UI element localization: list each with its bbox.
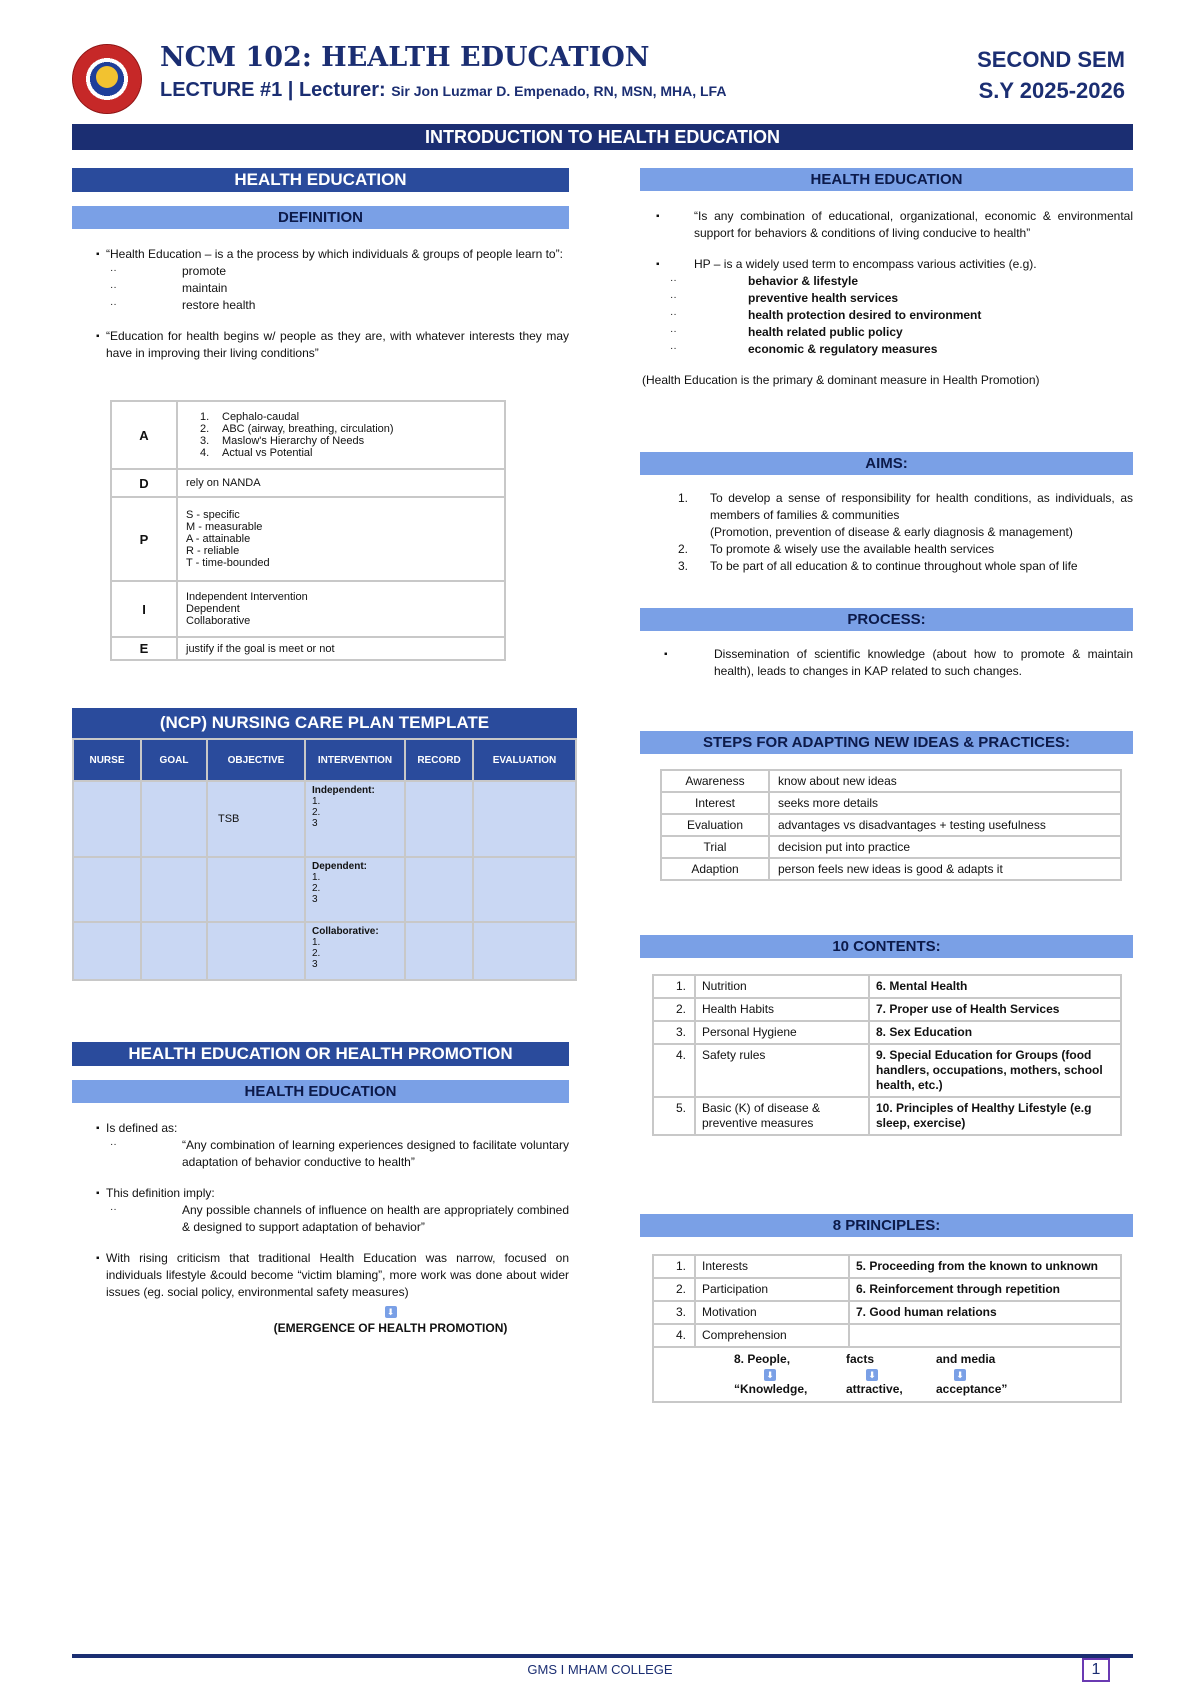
principle-item: 6. Reinforcement through repetition (849, 1278, 1121, 1301)
ncp-header: OBJECTIVE (207, 739, 305, 781)
ncp-independent: Independent: (312, 785, 375, 796)
contents-table: 1. Nutrition 6. Mental Health 2. Health Habits 7. Proper use of Health Services 3. Personal Hygiene 8. Sex Education 4. Safety rules 9. Special Education for Groups (food handlers, occupations, mothers, school health, etc.) 5. Basic (K) of disease & preventive measures 10. Principles of Healthy Lifestyle (e.g sleep, exercise) (652, 974, 1122, 1136)
footer-school: GMS I MHAM COLLEGE (527, 1662, 673, 1677)
adpie-i-item: Dependent (186, 603, 240, 615)
down-arrow-icon: ⬇ (954, 1369, 966, 1381)
hp-subitem: health protection desired to environment (748, 308, 982, 322)
principle-item: 7. Good human relations (849, 1301, 1121, 1324)
footer-line (72, 1654, 1133, 1658)
promo-item: ▪ This definition imply: (72, 1185, 569, 1202)
hp-note: (Health Education is the primary & dominant measure in Health Promotion) (642, 373, 1040, 387)
definition-list (72, 246, 569, 362)
adpie-p-item: S - specific (186, 509, 240, 521)
right-health-education-bar: HEALTH EDUCATION (640, 168, 1133, 191)
aims-item: 3. To be part of all education & to continue throughout whole span of life (678, 559, 1078, 573)
hp-definition: “Is any combination of educational, organizational, economic & environmental support for behaviors & conditions of living conducive to health” (694, 209, 1133, 240)
adpie-p-item: A - attainable (186, 533, 251, 545)
hp-subitem: economic & regulatory measures (748, 342, 938, 356)
adpie-p-item: R - reliable (186, 545, 240, 557)
step-key: Adaption (661, 858, 769, 880)
step-value: person feels new ideas is good & adapts it (769, 858, 1121, 880)
down-arrow-icon: ⬇ (764, 1369, 776, 1381)
ncp-tsb: TSB (207, 781, 305, 857)
content-item: Health Habits (695, 998, 869, 1021)
school-year: S.Y 2025-2026 (978, 78, 1125, 103)
ncp-dependent: Dependent: (312, 861, 367, 872)
step-key: Trial (661, 836, 769, 858)
principles-table: 1. Interests 5. Proceeding from the known to unknown 2. Participation 6. Reinforcement through repetition 3. Motivation 7. Good human relations 4. Comprehension 8. People, facts and media ⬇ ⬇ ⬇ “Knowledge, attractive, acceptance” (652, 1254, 1122, 1403)
content-item: Nutrition (695, 975, 869, 998)
ncp-title: (NCP) NURSING CARE PLAN TEMPLATE (72, 708, 577, 738)
page-number: 1 (1082, 1658, 1110, 1682)
step-value: seeks more details (769, 792, 1121, 814)
definition-item: ▪ “Education for health begins w/ people as they are, with whatever interests they may have in improving their living conditions” (72, 328, 569, 362)
aims-item: 2. To promote & wisely use the available health services (678, 542, 995, 556)
adpie-table: A 1. Cephalo-caudal 2. ABC (airway, breathing, circulation) 3. Maslow's Hierarchy of Needs 4. Actual vs Potential D rely on NANDA P S - specific M - measurable A - attainable R - reliable T - time-bounded I Independent Intervention Dependent Collaborative E justify if the goal is meet or not (110, 400, 506, 661)
subitem: restore health (182, 298, 256, 312)
principle-item: 5. Proceeding from the known to unknown (849, 1255, 1121, 1278)
content-item: Safety rules (695, 1044, 869, 1097)
document-title: NCM 102: HEALTH EDUCATION (160, 42, 650, 73)
adpie-p-item: M - measurable (186, 521, 263, 533)
lecturer-name: Sir Jon Luzmar D. Empenado, RN, MSN, MHA, LFA (391, 83, 727, 99)
ncp-header: RECORD (405, 739, 473, 781)
adpie-p-item: T - time-bounded (186, 557, 270, 569)
process-text: Dissemination of scientific knowledge (about how to promote & maintain health), leads to changes in KAP related to such changes. (714, 647, 1133, 678)
promo-health-education-bar: HEALTH EDUCATION (72, 1080, 569, 1103)
adpie-a-item: ABC (airway, breathing, circulation) (222, 423, 394, 435)
subitem: maintain (182, 281, 228, 295)
content-item: 7. Proper use of Health Services (869, 998, 1121, 1021)
content-item: 9. Special Education for Groups (food handlers, occupations, mothers, school health, etc.) (869, 1044, 1121, 1097)
subitem: promote (182, 264, 227, 278)
principle-item: Interests (695, 1255, 849, 1278)
step-key: Interest (661, 792, 769, 814)
ncp-header: GOAL (141, 739, 207, 781)
step-value: decision put into practice (769, 836, 1121, 858)
step-key: Evaluation (661, 814, 769, 836)
principles-bar: 8 PRINCIPLES: (640, 1214, 1133, 1237)
step-value: advantages vs disadvantages + testing usefulness (769, 814, 1121, 836)
content-item: 8. Sex Education (869, 1021, 1121, 1044)
aims-item: (Promotion, prevention of disease & early diagnosis & management) (710, 525, 1073, 539)
adpie-label-i: I (111, 581, 177, 637)
principle-item: Comprehension (695, 1324, 849, 1347)
hp-definition-list (632, 208, 1133, 389)
aims-list (640, 490, 1133, 575)
down-arrow-icon: ⬇ (866, 1369, 878, 1381)
adpie-i-item: Collaborative (186, 615, 251, 627)
main-banner: INTRODUCTION TO HEALTH EDUCATION (72, 124, 1133, 150)
process-list (640, 646, 1133, 680)
adpie-a-item: Cephalo-caudal (222, 411, 300, 423)
principle-item: Motivation (695, 1301, 849, 1324)
adpie-a-item: Maslow's Hierarchy of Needs (222, 435, 365, 447)
adpie-label-a: A (111, 401, 177, 469)
emergence-of-health-promotion: (EMERGENCE OF HEALTH PROMOTION) (273, 1321, 508, 1335)
hp-definition: HP – is a widely used term to encompass various activities (e.g). (694, 257, 1037, 271)
adpie-label-d: D (111, 469, 177, 497)
left-health-education-bar: HEALTH EDUCATION (72, 168, 569, 192)
contents-bar: 10 CONTENTS: (640, 935, 1133, 958)
steps-bar: STEPS FOR ADAPTING NEW IDEAS & PRACTICES: (640, 731, 1133, 754)
ncp-header: EVALUATION (473, 739, 576, 781)
promo-item: ▪ Is defined as: (72, 1120, 569, 1137)
adpie-d-text: rely on NANDA (177, 469, 505, 497)
ncp-header: NURSE (73, 739, 141, 781)
definition-bar: DEFINITION (72, 206, 569, 229)
adpie-i-item: Independent Intervention (186, 591, 308, 603)
aims-bar: AIMS: (640, 452, 1133, 475)
aims-item: 1. To develop a sense of responsibility for health conditions, as individuals, as members of families & communities (678, 491, 1133, 522)
process-bar: PROCESS: (640, 608, 1133, 631)
ncp-collaborative: Collaborative: (312, 926, 379, 937)
lecture-line: LECTURE #1 | Lecturer: Sir Jon Luzmar D. Empenado, RN, MSN, MHA, LFA (160, 79, 727, 101)
promo-subitem: “Any combination of learning experiences designed to facilitate voluntary adaptation of behavior conductive to health” (182, 1138, 569, 1169)
semester: SECOND SEM (977, 47, 1125, 72)
promo-item: ▪ With rising criticism that traditional Health Education was narrow, focused on individuals lifestyle &could become “victim blaming”, more work was done about wider issues (eg. social policy, environmental safety measures) (72, 1250, 569, 1301)
step-key: Awareness (661, 770, 769, 792)
definition-item: ▪ “Health Education – is a the process by which individuals & groups of people learn to”: (72, 246, 569, 263)
down-arrow-icon: ⬇ (385, 1306, 397, 1318)
content-item: 6. Mental Health (869, 975, 1121, 998)
promotion-list (72, 1120, 569, 1337)
health-promotion-bar: HEALTH EDUCATION OR HEALTH PROMOTION (72, 1042, 569, 1066)
adpie-e-text: justify if the goal is meet or not (177, 637, 505, 660)
principle-8: 8. People, facts and media ⬇ ⬇ ⬇ “Knowledge, attractive, acceptance” (653, 1347, 1121, 1402)
content-item: Personal Hygiene (695, 1021, 869, 1044)
adpie-label-e: E (111, 637, 177, 660)
college-seal-logo (72, 44, 142, 114)
semester-block (977, 44, 1125, 106)
step-value: know about new ideas (769, 770, 1121, 792)
hp-subitem: health related public policy (748, 325, 903, 339)
ncp-header: INTERVENTION (305, 739, 405, 781)
content-item: 10. Principles of Healthy Lifestyle (e.g sleep, exercise) (869, 1097, 1121, 1135)
promo-subitem: Any possible channels of influence on health are appropriately combined & designed to support adaptation of behavior” (182, 1203, 569, 1234)
adpie-label-p: P (111, 497, 177, 581)
hp-subitem: preventive health services (748, 291, 899, 305)
hp-subitem: behavior & lifestyle (748, 274, 859, 288)
principle-item: Participation (695, 1278, 849, 1301)
steps-table (660, 769, 1122, 881)
content-item: Basic (K) of disease & preventive measures (695, 1097, 869, 1135)
adpie-a-item: Actual vs Potential (222, 447, 313, 459)
ncp-template-table: NURSE GOAL OBJECTIVE INTERVENTION RECORD EVALUATION TSB Independent: 1. 2. 3 Dependent: 1. 2. 3 Collaborative: 1. 2. 3 (72, 738, 577, 981)
